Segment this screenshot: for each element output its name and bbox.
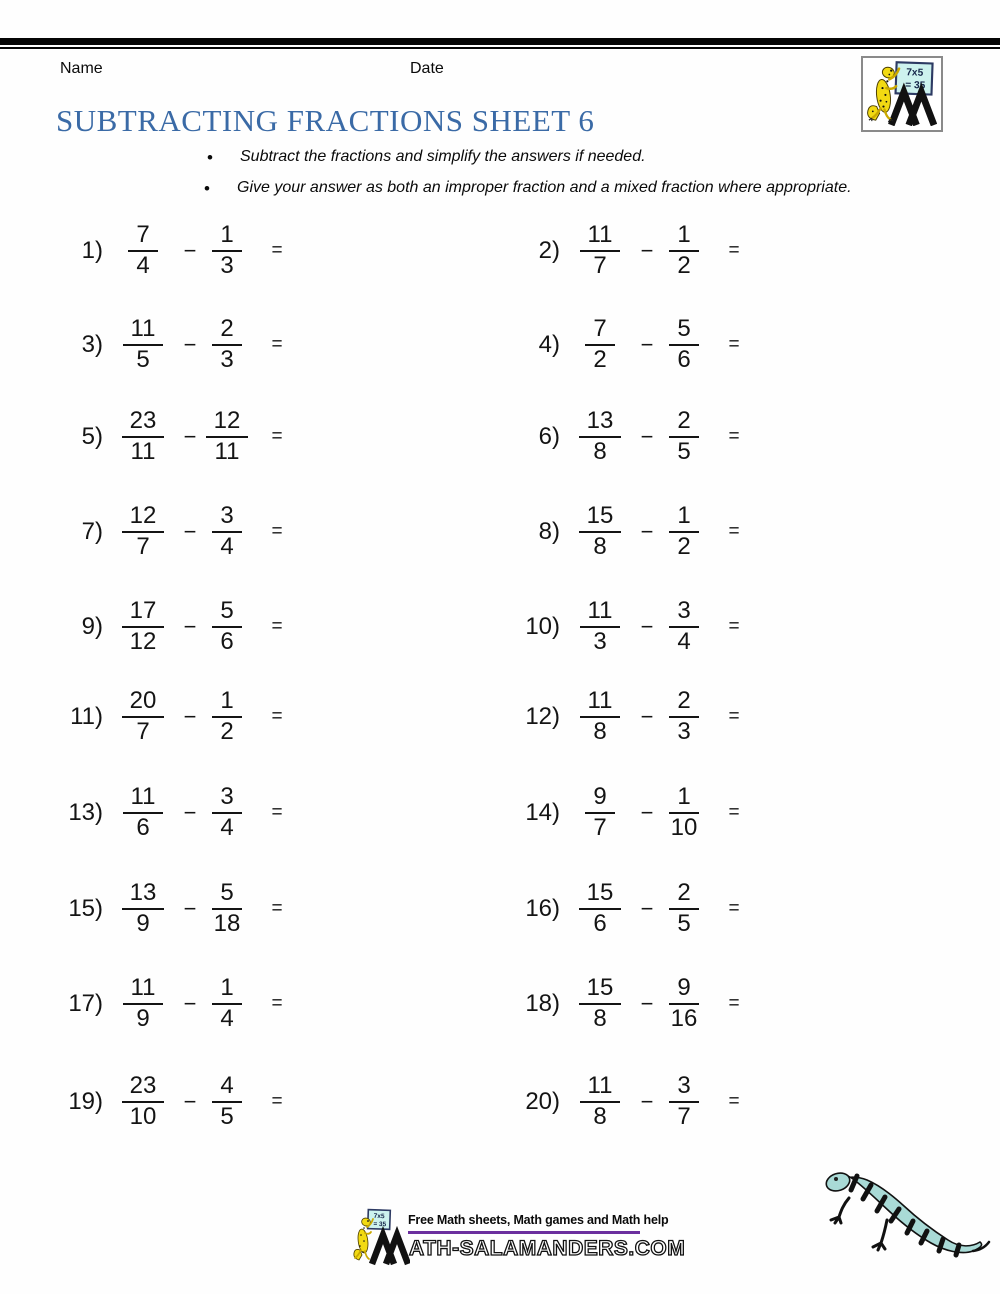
subtrahend-numerator: 1 (212, 222, 241, 252)
subtrahend-numerator: 2 (212, 316, 241, 346)
subtrahend-fraction (662, 598, 706, 656)
subtrahend-denominator: 5 (220, 1103, 234, 1130)
problem-number: 18) (525, 990, 560, 1017)
subtrahend-denominator: 2 (677, 252, 691, 279)
footer-wordmark: ATH-SALAMANDERS.COM (409, 1237, 686, 1260)
footer-yellow-salamander (354, 1217, 373, 1260)
subtrahend-denominator: 3 (220, 346, 234, 373)
subtrahend-fraction (205, 408, 249, 466)
subtrahend-fraction (662, 975, 706, 1033)
equals-sign: = (728, 334, 740, 355)
minuend-numerator: 11 (123, 784, 164, 814)
problem-row (55, 1057, 305, 1147)
minus-sign: − (183, 800, 197, 825)
problem-row (55, 582, 305, 672)
problem-row (55, 768, 305, 858)
subtrahend-numerator: 2 (669, 688, 698, 718)
minuend-fraction (568, 408, 632, 466)
subtrahend-numerator: 3 (212, 784, 241, 814)
problem-row (512, 768, 762, 858)
teal-salamander (824, 1170, 989, 1255)
equals-sign: = (271, 802, 283, 823)
subtrahend-fraction (205, 316, 249, 374)
minuend-fraction (111, 880, 175, 938)
problem-number: 13) (68, 799, 103, 826)
subtrahend-numerator: 3 (669, 1073, 698, 1103)
subtrahend-denominator: 3 (677, 718, 691, 745)
top-rule-thick (0, 38, 1000, 45)
problem-row (55, 864, 305, 954)
equals-sign: = (271, 426, 283, 447)
problem-number: 19) (68, 1088, 103, 1115)
subtrahend-fraction (205, 975, 249, 1033)
subtrahend-fraction (205, 688, 249, 746)
problem-row (512, 300, 762, 390)
instruction-bullet-1: • Subtract the fractions and simplify the answers if needed. (240, 148, 852, 166)
salamander-whiteboard-icon (863, 58, 937, 126)
minuend-fraction (568, 1073, 632, 1131)
minus-sign: − (640, 991, 654, 1016)
minus-sign: − (640, 614, 654, 639)
subtrahend-fraction (205, 598, 249, 656)
problem-number: 17) (68, 990, 103, 1017)
date-label: Date (410, 60, 444, 77)
minuend-numerator: 15 (579, 975, 622, 1005)
page-title: SUBTRACTING FRACTIONS SHEET 6 (56, 103, 595, 138)
problem-number: 1) (81, 237, 103, 264)
subtrahend-fraction (662, 503, 706, 561)
footer-whiteboard (368, 1210, 391, 1230)
subtrahend-numerator: 12 (206, 408, 249, 438)
minus-sign: − (640, 704, 654, 729)
subtrahend-denominator: 10 (670, 814, 698, 841)
board-text-line2: = 35 (905, 79, 926, 92)
problem-row (512, 864, 762, 954)
minuend-numerator: 20 (122, 688, 165, 718)
minuend-numerator: 23 (122, 1073, 165, 1103)
subtrahend-numerator: 1 (212, 975, 241, 1005)
problem-row (512, 672, 762, 762)
minuend-denominator: 11 (130, 438, 156, 465)
subtrahend-numerator: 3 (212, 503, 241, 533)
minus-sign: − (640, 519, 654, 544)
minuend-fraction (568, 503, 632, 561)
minuend-fraction (568, 598, 632, 656)
subtrahend-denominator: 5 (677, 438, 691, 465)
problem-number: 8) (538, 518, 560, 545)
subtrahend-numerator: 1 (669, 784, 698, 814)
subtrahend-denominator: 16 (670, 1005, 698, 1032)
equals-sign: = (271, 706, 283, 727)
subtrahend-fraction (205, 784, 249, 842)
footer-tagline: Free Math sheets, Math games and Math help (408, 1213, 640, 1234)
minuend-denominator: 10 (129, 1103, 157, 1130)
instructions (237, 148, 852, 210)
minuend-denominator: 8 (593, 1103, 607, 1130)
subtrahend-denominator: 4 (677, 628, 691, 655)
minuend-denominator: 8 (593, 533, 607, 560)
minuend-numerator: 11 (580, 222, 621, 252)
subtrahend-denominator: 3 (220, 252, 234, 279)
minuend-fraction (568, 975, 632, 1033)
minuend-denominator: 3 (593, 628, 607, 655)
problem-row (55, 959, 305, 1049)
minuend-denominator: 9 (136, 1005, 150, 1032)
minuend-denominator: 9 (136, 910, 150, 937)
minuend-denominator: 6 (593, 910, 607, 937)
minuend-numerator: 23 (122, 408, 165, 438)
math-salamanders-logo (861, 56, 943, 132)
minus-sign: − (640, 424, 654, 449)
problem-number: 12) (525, 703, 560, 730)
problem-number: 14) (525, 799, 560, 826)
problem-number: 10) (525, 613, 560, 640)
minuend-denominator: 7 (593, 814, 607, 841)
minuend-denominator: 7 (593, 252, 607, 279)
subtrahend-fraction (662, 1073, 706, 1131)
footer-salamander-logo-icon (352, 1208, 410, 1266)
minuend-denominator: 12 (129, 628, 157, 655)
subtrahend-denominator: 11 (214, 438, 240, 465)
problem-row (512, 487, 762, 577)
minus-sign: − (640, 332, 654, 357)
subtrahend-denominator: 2 (220, 718, 234, 745)
subtrahend-denominator: 6 (677, 346, 691, 373)
problem-number: 16) (525, 895, 560, 922)
equals-sign: = (271, 521, 283, 542)
minus-sign: − (183, 704, 197, 729)
minuend-numerator: 15 (579, 880, 622, 910)
minuend-denominator: 4 (136, 252, 150, 279)
minuend-denominator: 8 (593, 438, 607, 465)
footer-board-text-line1: 7x5 (373, 1212, 385, 1221)
minus-sign: − (183, 424, 197, 449)
subtrahend-numerator: 2 (669, 880, 698, 910)
footer-board-text-line2: = 35 (373, 1220, 387, 1229)
subtrahend-numerator: 3 (669, 598, 698, 628)
problem-row (55, 672, 305, 762)
minuend-numerator: 13 (579, 408, 622, 438)
minus-sign: − (640, 238, 654, 263)
equals-sign: = (271, 1091, 283, 1112)
subtrahend-numerator: 5 (212, 598, 241, 628)
problem-row (55, 206, 305, 296)
minuend-denominator: 8 (593, 1005, 607, 1032)
subtrahend-fraction (662, 880, 706, 938)
minuend-denominator: 7 (136, 533, 150, 560)
problem-number: 20) (525, 1088, 560, 1115)
problem-row (512, 1057, 762, 1147)
subtrahend-fraction (205, 222, 249, 280)
subtrahend-denominator: 6 (220, 628, 234, 655)
subtrahend-denominator: 18 (213, 910, 241, 937)
minuend-numerator: 11 (123, 975, 164, 1005)
problem-number: 5) (81, 423, 103, 450)
problem-row (55, 300, 305, 390)
problem-number: 11) (70, 703, 103, 730)
subtrahend-numerator: 2 (669, 408, 698, 438)
subtrahend-fraction (205, 1073, 249, 1131)
problem-number: 6) (538, 423, 560, 450)
minuend-denominator: 8 (593, 718, 607, 745)
whiteboard (896, 62, 933, 94)
problem-row (512, 582, 762, 672)
minuend-fraction (111, 222, 175, 280)
minuend-denominator: 5 (136, 346, 150, 373)
problem-row (512, 392, 762, 482)
equals-sign: = (728, 521, 740, 542)
minuend-fraction (111, 503, 175, 561)
minuend-numerator: 11 (123, 316, 164, 346)
equals-sign: = (728, 616, 740, 637)
minuend-denominator: 2 (593, 346, 607, 373)
minuend-fraction (111, 316, 175, 374)
minus-sign: − (183, 614, 197, 639)
subtrahend-numerator: 1 (212, 688, 241, 718)
minuend-denominator: 7 (136, 718, 150, 745)
minus-sign: − (183, 896, 197, 921)
minus-sign: − (183, 1089, 197, 1114)
minuend-fraction (568, 784, 632, 842)
minuend-numerator: 11 (580, 1073, 621, 1103)
minus-sign: − (640, 896, 654, 921)
minuend-numerator: 7 (128, 222, 157, 252)
equals-sign: = (728, 1091, 740, 1112)
equals-sign: = (271, 616, 283, 637)
subtrahend-fraction (662, 222, 706, 280)
equals-sign: = (271, 240, 283, 261)
subtrahend-numerator: 5 (669, 316, 698, 346)
minus-sign: − (183, 991, 197, 1016)
minuend-fraction (568, 688, 632, 746)
subtrahend-fraction (662, 316, 706, 374)
striped-salamander-image (813, 1160, 991, 1278)
minuend-fraction (111, 598, 175, 656)
subtrahend-numerator: 5 (212, 880, 241, 910)
equals-sign: = (728, 993, 740, 1014)
minus-sign: − (183, 332, 197, 357)
equals-sign: = (728, 706, 740, 727)
minuend-numerator: 11 (580, 598, 621, 628)
problem-number: 15) (68, 895, 103, 922)
subtrahend-denominator: 4 (220, 814, 234, 841)
subtrahend-fraction (205, 880, 249, 938)
minuend-numerator: 17 (122, 598, 165, 628)
minuend-fraction (568, 880, 632, 938)
subtrahend-numerator: 1 (669, 222, 698, 252)
minus-sign: − (640, 1089, 654, 1114)
minuend-fraction (111, 408, 175, 466)
minuend-denominator: 6 (136, 814, 150, 841)
minuend-fraction (111, 784, 175, 842)
subtrahend-numerator: 4 (212, 1073, 241, 1103)
problem-number: 4) (538, 331, 560, 358)
equals-sign: = (728, 426, 740, 447)
subtrahend-denominator: 4 (220, 1005, 234, 1032)
minuend-fraction (111, 688, 175, 746)
equals-sign: = (271, 898, 283, 919)
subtrahend-denominator: 7 (677, 1103, 691, 1130)
minuend-fraction (111, 975, 175, 1033)
easel-leg-right (909, 92, 934, 125)
subtrahend-denominator: 5 (677, 910, 691, 937)
problem-number: 9) (81, 613, 103, 640)
minuend-fraction (568, 316, 632, 374)
problem-row (55, 392, 305, 482)
subtrahend-fraction (662, 408, 706, 466)
equals-sign: = (728, 802, 740, 823)
instruction-bullet-2: • Give your answer as both an improper fraction and a mixed fraction where appropriate. (237, 179, 852, 197)
subtrahend-fraction (662, 688, 706, 746)
minuend-numerator: 12 (122, 503, 165, 533)
minus-sign: − (640, 800, 654, 825)
equals-sign: = (271, 993, 283, 1014)
problem-number: 3) (81, 331, 103, 358)
equals-sign: = (728, 898, 740, 919)
subtrahend-fraction (205, 503, 249, 561)
minus-sign: − (183, 519, 197, 544)
subtrahend-numerator: 1 (669, 503, 698, 533)
minuend-numerator: 7 (585, 316, 614, 346)
subtrahend-numerator: 9 (669, 975, 698, 1005)
name-label: Name (60, 60, 103, 77)
subtrahend-denominator: 2 (677, 533, 691, 560)
minuend-numerator: 11 (580, 688, 621, 718)
board-text-line1: 7x5 (906, 67, 924, 79)
minuend-numerator: 15 (579, 503, 622, 533)
equals-sign: = (728, 240, 740, 261)
problem-number: 2) (538, 237, 560, 264)
problem-row (512, 959, 762, 1049)
minuend-numerator: 13 (122, 880, 165, 910)
problem-number: 7) (81, 518, 103, 545)
problem-row (55, 487, 305, 577)
footer-easel-leg-right (386, 1235, 408, 1264)
subtrahend-fraction (662, 784, 706, 842)
minuend-fraction (568, 222, 632, 280)
minus-sign: − (183, 238, 197, 263)
minuend-numerator: 9 (585, 784, 614, 814)
problem-row (512, 206, 762, 296)
minuend-fraction (111, 1073, 175, 1131)
subtrahend-denominator: 4 (220, 533, 234, 560)
top-rule-thin (0, 47, 1000, 49)
equals-sign: = (271, 334, 283, 355)
